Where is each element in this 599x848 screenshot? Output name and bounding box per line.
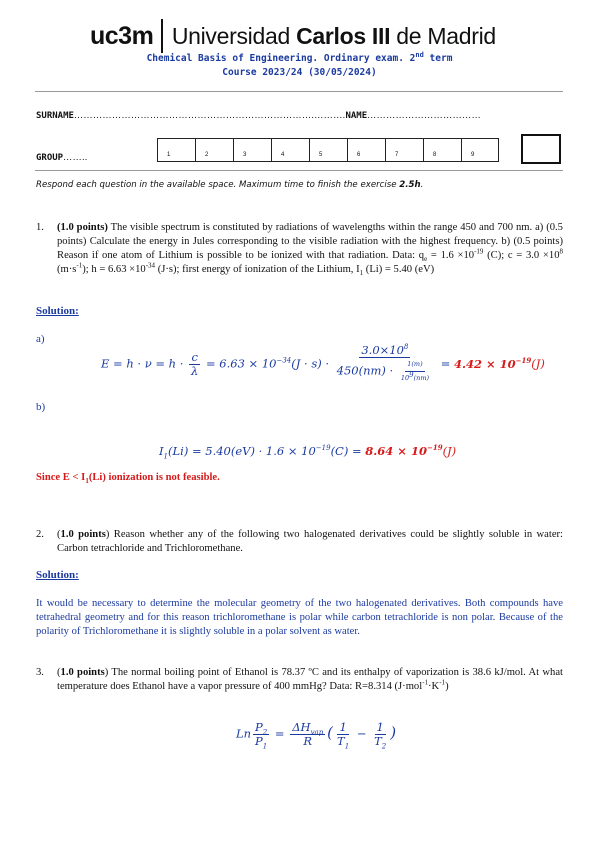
score-grid	[157, 138, 499, 162]
logo-university-name: Universidad Carlos III de Madrid	[171, 22, 496, 49]
score-box[interactable]: 6	[347, 138, 385, 162]
equation-clausius-clapeyron: Ln $\frac{P_2}{P_1}$ = $\frac{\Delta H_{vap}}{R}$ ( $\frac{1}{T_1}$ − $\frac{1}{T_2}$ )	[236, 720, 397, 751]
divider-top	[35, 91, 563, 92]
exam-course-date: Course 2023/24 (30/05/2024)	[222, 67, 377, 78]
surname-field[interactable]: SURNAME………………………………………………………………….……….NAME………………………………	[36, 110, 482, 121]
score-box[interactable]: 8	[423, 138, 461, 162]
score-box[interactable]: 5	[309, 138, 347, 162]
score-box[interactable]: 7	[385, 138, 423, 162]
divider-mid	[35, 170, 563, 171]
logo-separator	[161, 19, 163, 53]
solution-label-2: Solution:	[36, 569, 79, 581]
score-box[interactable]: 1	[157, 138, 195, 162]
score-box[interactable]: 3	[233, 138, 271, 162]
total-score-box[interactable]	[521, 134, 561, 164]
exam-title: Chemical Basis of Engineering. Ordinary exam. 2nd term	[146, 50, 453, 64]
logo-brand: uc3m	[90, 21, 154, 50]
university-logo	[90, 18, 496, 54]
part-a-label: a)	[36, 333, 45, 345]
question-3: 3. (1.0 points) The normal boiling point of Ethanol is 78.37 ºC and its enthalpy of vaporization is 38.6 kJ/mol. At what temperature does Ethanol have a vapor pressure of 400 mmHg? Data: R=8.314 $(J\cdot mol^{-1}\cdot K^{-1})$	[36, 667, 563, 692]
question-1: 1. (1.0 points) The visible spectrum is constituted by radiations of wavelengths within the range 450 and 700 nm. a) (0.5 points) Calculate the energy in Jules corresponding to the visible radiation with the highest frequency. b) (0.5 points) Reason if one atom of Lithium is possible to be ionized with that radiation. Data: $q_e = 1.6 \times 10^{-19}$ (C); $c = 3.0 \times 10^8$ $(m\cdot s^{-1})$; $h = 6.63 \times 10^{-34}$ (J·s); first energy of ionization of the Lithium, $I_1$ (Li) = 5.40 (eV)	[36, 222, 563, 278]
conclusion-q1: Since $E < I_1(Li)$ ionization is not feasible.	[36, 472, 220, 486]
solution-label-1: Solution:	[36, 305, 79, 317]
equation-energy: E = h · ν = h · $\frac{c}{\lambda}$ = $6.63 \times 10^{-34}(J \cdot s)$ · $3.0\times 10^8$ 450(nm) · $\frac{1(m)}{10^9(nm)}$ = $4.42 \times 10^{-19}(J)$	[101, 343, 545, 382]
group-field[interactable]: GROUP……..	[36, 152, 88, 163]
answer-q2: It would be necessary to determine the molecular geometry of the two halogenated derivatives. Both compounds have tetrahedral geometry and for this reason trichloromethane is polar while carbon tetrachloride is non polar. Because of the polarity of Trichloromethane it is slightly soluble in a polar solvent as water.	[36, 598, 563, 637]
score-box[interactable]: 9	[461, 138, 499, 162]
instructions: Respond each question in the available space. Maximum time to finish the exercise 2.5h.	[36, 180, 424, 190]
equation-ionization: $I_1(Li) = 5.40(eV) \cdot 1.6 \times 10^{-19}(C) = 8.64 \times 10^{-19}(J)$	[159, 443, 457, 461]
score-box[interactable]: 4	[271, 138, 309, 162]
score-box[interactable]: 2	[195, 138, 233, 162]
question-2: 2. (1.0 points) Reason whether any of the following two halogenated derivatives could be slightly soluble in water: Carbon tetrachloride and Trichloromethane.	[36, 529, 563, 554]
part-b-label: b)	[36, 401, 46, 413]
